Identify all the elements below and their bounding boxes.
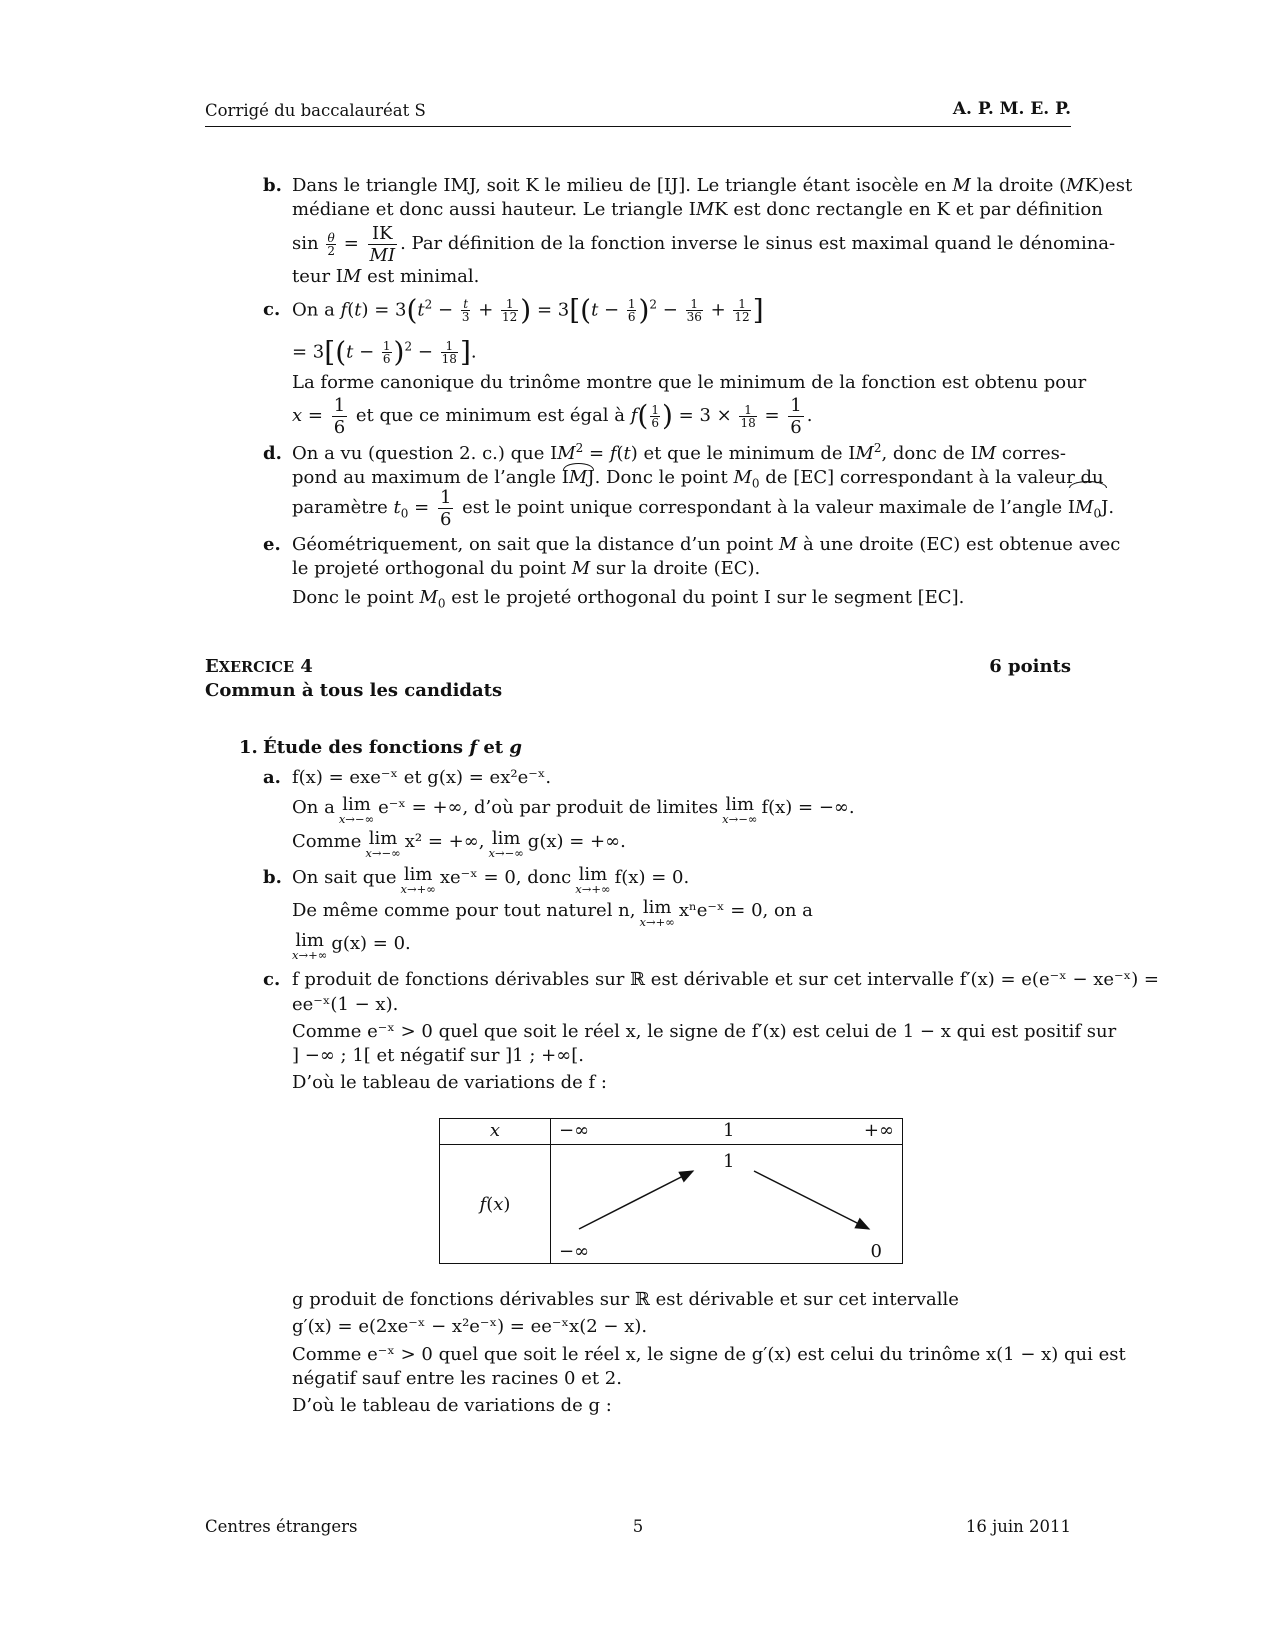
paragraph-g-line3: Comme e⁻ˣ > 0 quel que soit le réel x, le signe de g′(x) est celui du trinôme x(1 − x) qui est [292, 1344, 1126, 1365]
item-label-c2: c. [263, 969, 281, 990]
min-left-value: −∞ [559, 1241, 590, 1262]
paragraph-c2-line2: ee⁻ˣ(1 − x). [292, 994, 399, 1015]
page-header [205, 98, 1071, 127]
item-label-a: a. [263, 767, 281, 788]
variation-table-f [439, 1118, 903, 1264]
x-one: 1 [723, 1120, 735, 1141]
item-label-c: c. [263, 299, 281, 320]
paragraph-e-line2: le projeté orthogonal du point M sur la droite (EC). [292, 558, 761, 579]
footer-date: 16 juin 2011 [965, 1517, 1071, 1536]
paragraph-g-line5: D’où le tableau de variations de g : [292, 1395, 612, 1416]
header-title: Corrigé du baccalauréat S [205, 101, 426, 120]
variation-arrows [551, 1145, 903, 1263]
item-label-d: d. [263, 443, 282, 464]
paragraph-g-line1: g produit de fonctions dérivables sur ℝ est dérivable et sur cet intervalle [292, 1289, 959, 1310]
paragraph-a-line2: On a lim x→−∞ e⁻ˣ = +∞, d’où par produit de limites lim x→−∞ f(x) = −∞. [292, 794, 855, 826]
paragraph-c2-line5: D’où le tableau de variations de f : [292, 1072, 607, 1093]
paragraph-e-line1: Géométriquement, on sait que la distance d’un point M à une droite (EC) est obtenue avec [292, 534, 1121, 555]
question-1-label: 1. [239, 737, 258, 758]
decreasing-arrow [754, 1171, 869, 1229]
item-label-b2: b. [263, 867, 282, 888]
limit-right-value: 0 [870, 1241, 882, 1262]
paragraph-c2-line4: ] −∞ ; 1[ et négatif sur ]1 ; +∞[. [292, 1045, 584, 1066]
table-row-label-fx: f(x) [440, 1145, 551, 1264]
paragraph-b-line3: sin $\frac{\theta}{2}$ = $\frac{IK}{MI}$ . Par définition de la fonction inverse le sinus est maximal quand le dénomina- [292, 222, 1116, 266]
footer-left: Centres étrangers [205, 1517, 358, 1536]
paragraph-a-line3: Comme lim x→−∞ x² = +∞, lim x→−∞ g(x) = +∞. [292, 828, 626, 860]
paragraph-c2-line3: Comme e⁻ˣ > 0 quel que soit le réel x, le signe de f′(x) est celui de 1 − x qui est positif sur [292, 1021, 1117, 1042]
page-number: 5 [632, 1517, 644, 1536]
paragraph-d-line2: pond au maximum de l’angle IMJ. Donc le point $M_0$ de [EC] correspondant à la valeur du [292, 467, 1104, 491]
paragraph-c2-line1: f produit de fonctions dérivables sur ℝ est dérivable et sur cet intervalle f′(x) = e(e⁻ˣ − xe⁻ˣ) = [292, 969, 1160, 990]
paragraph-a-line1: f(x) = exe⁻ˣ et g(x) = ex²e⁻ˣ. [292, 767, 552, 788]
paragraph-b2-line1: On sait que lim x→+∞ xe⁻ˣ = 0, donc lim x→+∞ f(x) = 0. [292, 864, 690, 896]
paragraph-d-line1: On a vu (question 2. c.) que $IM^2 = f(t)$ et que le minimum de $IM^2$, donc de IM corres- [292, 441, 1066, 464]
exercise-4-points: 6 points [989, 656, 1071, 677]
table-header-x: x [440, 1119, 551, 1145]
x-minus-infinity: −∞ [559, 1120, 590, 1141]
page-footer [205, 1517, 1071, 1536]
formula-c-line1: On a $f(t) = 3(t^2$ − $\frac{t}{3}$ + $\frac{1}{12}$ ) = 3[(t − $\frac{1}{6}$ )$^2$ − $\frac{1}{36}$ + $\frac{1}{12}$ ] [292, 293, 764, 327]
item-label-e: e. [263, 534, 281, 555]
formula-c-line2: = 3[(t − $\frac{1}{6}$ )$^2$ − $\frac{1}{18}$ ]. [292, 335, 477, 369]
x-plus-infinity: +∞ [863, 1120, 894, 1141]
paragraph-g-line4: négatif sauf entre les racines 0 et 2. [292, 1368, 622, 1389]
exercise-4-subtitle: Commun à tous les candidats [205, 680, 503, 701]
header-brand: A. P. M. E. P. [952, 99, 1071, 119]
increasing-arrow [579, 1171, 693, 1229]
question-1-title: Étude des fonctions f et g [263, 737, 523, 758]
exercise-4-title: EXERCICE 4 [205, 656, 313, 677]
paragraph-c-line3: La forme canonique du trinôme montre que le minimum de la fonction est obtenu pour [292, 372, 1087, 393]
paragraph-b2-line2: De même comme pour tout naturel n, lim x→+∞ xⁿe⁻ˣ = 0, on a [292, 897, 813, 929]
paragraph-d-line3: paramètre $t_0$ = $\frac{1}{6}$ est le point unique correspondant à la valeur maximale de l’angle $IM_0J$. [292, 484, 1114, 532]
paragraph-g-line2: g′(x) = e(2xe⁻ˣ − x²e⁻ˣ) = ee⁻ˣx(2 − x). [292, 1316, 648, 1337]
item-label-b: b. [263, 175, 282, 196]
max-value: 1 [723, 1151, 735, 1172]
table-header-values [551, 1119, 903, 1145]
paragraph-b-line1: Dans le triangle IMJ, soit K le milieu de [IJ]. Le triangle étant isocèle en M la droite (MK)est [292, 175, 1133, 196]
paragraph-b-line2: médiane et donc aussi hauteur. Le triangle IMK est donc rectangle en K et par définition [292, 199, 1103, 220]
paragraph-c-line4: x = $\frac{1}{6}$ et que ce minimum est égal à f( $\frac{1}{6}$ ) = 3 × $\frac{1}{18}$ = $\frac{1}{6}$ . [292, 394, 813, 438]
table-variation-cell [551, 1145, 903, 1264]
paragraph-e-line3: Donc le point $M_0$ est le projeté orthogonal du point I sur le segment [EC]. [292, 587, 965, 611]
paragraph-b-line4: teur IM est minimal. [292, 266, 480, 287]
paragraph-b2-line3: lim x→+∞ g(x) = 0. [292, 930, 411, 962]
